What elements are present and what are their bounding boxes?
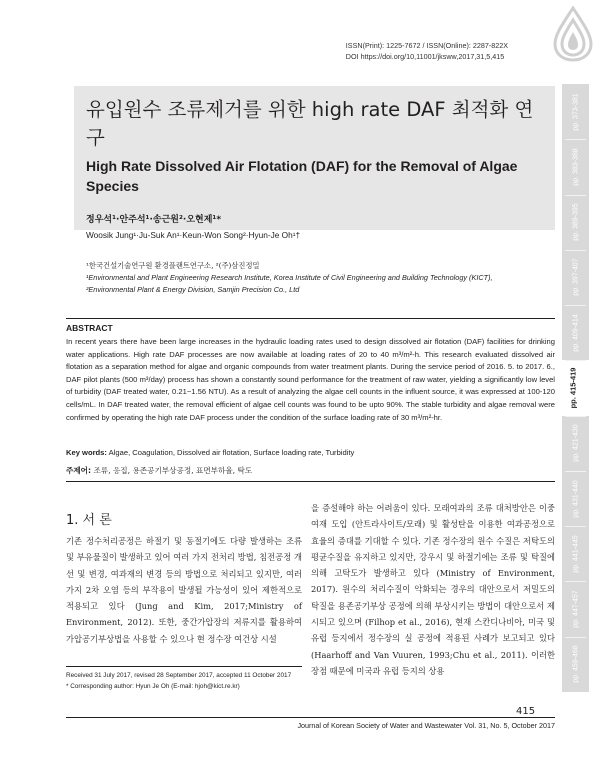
sidebar-tab-421-430[interactable] bbox=[562, 416, 589, 471]
received-dates: Received 31 July 2017, revised 28 September 2017, accepted 11 October 2017 bbox=[66, 672, 292, 679]
sidebar-tab-label: pp. 397-407 bbox=[572, 258, 579, 297]
sidebar-tab-divider bbox=[565, 416, 586, 417]
sidebar-tab-label: pp. 431-440 bbox=[572, 479, 579, 518]
article-page-sidebar bbox=[562, 84, 589, 692]
sidebar-tab-441-445[interactable] bbox=[562, 526, 589, 581]
affiliation-korean: ¹한국건설기술연구원 환경플랜트연구소, ²(주)삼진정밀 bbox=[86, 261, 260, 270]
body-column-right: 을 증설해야 하는 어려움이 있다. 모래여과의 조류 대처방안은 이중여재 도입 (안트라사이트/모래) 및 활성탄을 이용한 여과공정으로 효율의 증대를 기대할 수 있다. 기존 정수장의 원수 수질은 저탁도의 평균수질을 유지하고 있지만, 강우시 및 하절기에는 조류 및 탁질에 의해 고탁도가 발생하고 있다 (Ministry of Environment, 2017). 원수의 처리수질이 악화되는 경우의 대안으로서 저밀도의 탁질을 용존공기부상 공정에 의해 부상시키는 방법이 대안으로서 제시되고 있으며 (Filhop et al., 2016), 현재 스칸디나비아, 미국 및 유럽 등지에서 정수장의 실 공정에 적용된 사례가 보고되고 있다 (Haarhoff and Van Vuuren, 1993;Chu et al., 2011). 이러한 장점 때문에 미국과 유럽 등지의 상용 bbox=[311, 503, 555, 676]
abstract-top-rule bbox=[66, 318, 555, 319]
sidebar-tab-label: pp. 415-419 bbox=[568, 367, 577, 409]
sidebar-tab-divider bbox=[565, 250, 586, 251]
sidebar-tab-divider bbox=[565, 195, 586, 196]
sidebar-tab-415-419[interactable] bbox=[556, 360, 589, 415]
footnote bbox=[66, 670, 302, 692]
sidebar-tab-divider bbox=[565, 471, 586, 472]
footnote-rule bbox=[66, 666, 302, 667]
sidebar-tab-label: pp. 447-457 bbox=[572, 590, 579, 628]
sidebar-tab-divider bbox=[565, 637, 586, 638]
keywords-label: Key words: bbox=[66, 448, 107, 457]
sidebar-tab-459-468[interactable] bbox=[562, 637, 589, 692]
sidebar-tab-label: pp. 383-388 bbox=[572, 148, 579, 186]
sidebar-tab-label: pp. 389-395 bbox=[572, 203, 579, 241]
keywords-list-korean: 조류, 응집, 용존공기부상공정, 표면부하율, 탁도 bbox=[93, 466, 253, 475]
sidebar-tab-divider bbox=[565, 360, 586, 361]
title-english: High Rate Dissolved Air Flotation (DAF) for the Removal of Algae Species bbox=[86, 158, 518, 194]
keywords-list: Algae, Coagulation, Dissolved air flotation, Surface loading rate, Turbidity bbox=[108, 448, 355, 457]
sidebar-tab-label: pp. 409-414 bbox=[572, 314, 579, 352]
journal-footer: Journal of Korean Society of Water and Wastewater Vol. 31, No. 5, October 2017 bbox=[297, 721, 555, 730]
sidebar-tab-label: pp. 373-381 bbox=[572, 92, 579, 131]
authors-english: Woosik Jung¹·Ju-Suk An¹·Keun-Won Song²·Hyun-Je Oh¹† bbox=[86, 230, 301, 240]
sidebar-tab-label: pp. 421-430 bbox=[572, 424, 579, 462]
abstract-bottom-rule bbox=[66, 481, 555, 482]
issn-doi-block bbox=[346, 40, 508, 62]
sidebar-tab-397-407[interactable] bbox=[562, 250, 589, 305]
footer-rule bbox=[66, 717, 555, 718]
title-korean: 유입원수 조류제거를 위한 high rate DAF 최적화 연구 bbox=[86, 98, 534, 149]
sidebar-tab-label: pp. 441-445 bbox=[572, 535, 579, 573]
abstract-text: In recent years there have been large increases in the hydraulic loading rates used to design dissolved air flotation (DAF) facilities for drinking water applications. High rate DAF processes are now available at loading rates of 20 to 40 m³/m²-h. This research evaluated dissolved air flotation as a separation method for algae and organic compounds from water treatment plants. During the service period of 2016. 5. to 2017. 6., DAF pilot plants (500 m³/day) process has shown a constantly sound performance for the treatment of raw water, yielding a significantly low level of turbidity (DAF treated water, 0.21~1.56 NTU). As a result of analyzing the algae cell counts in the influent source, it was expressed at 100-120 cells/mL. In DAF treated water, the removal efficient of algae cell counts was found to be upto 90%. The stable turbidity and algae removal were confirmed by operating the high rate DAF process under the condition of the surface loading rate of 30 m³/m²-hr. bbox=[66, 337, 555, 422]
issn-line: ISSN(Print): 1225-7672 / ISSN(Online): 2287-822X bbox=[345, 41, 508, 50]
page-number: 415 bbox=[516, 706, 536, 717]
affiliation-english-1: ¹Environmental and Plant Engineering Research Institute, Korea Institute of Civil Engineering and Building Technology (KICT), bbox=[86, 273, 493, 282]
sidebar-tab-383-388[interactable] bbox=[562, 139, 589, 194]
sidebar-tab-373-381[interactable] bbox=[562, 84, 589, 139]
sidebar-tab-divider bbox=[565, 139, 586, 140]
keywords-english bbox=[66, 448, 555, 457]
affiliation-english-2: ²Environmental Plant & Energy Division, Samjin Precision Co., Ltd bbox=[86, 285, 300, 294]
affiliations bbox=[86, 260, 556, 296]
sidebar-tab-divider bbox=[565, 581, 586, 582]
sidebar-tab-447-457[interactable] bbox=[562, 581, 589, 636]
authors-korean: 정우석¹·안주석¹·송근원²·오현제¹* bbox=[86, 215, 222, 225]
corresponding-author: * Corresponding author: Hyun Je Oh (E-mail: hjoh@kict.re.kr) bbox=[66, 683, 240, 690]
sidebar-tab-divider bbox=[565, 305, 586, 306]
keywords-korean bbox=[66, 465, 555, 476]
sidebar-tab-431-440[interactable] bbox=[562, 471, 589, 526]
sidebar-tab-409-414[interactable] bbox=[562, 305, 589, 360]
section-heading-introduction: 1. 서 론 bbox=[66, 513, 112, 528]
doi-line: DOI https://doi.org/10,11001/jksww,2017,31,5,415 bbox=[345, 52, 505, 61]
sidebar-tab-label: pp. 459-468 bbox=[572, 645, 579, 684]
sidebar-tab-389-395[interactable] bbox=[562, 195, 589, 250]
water-drop-logo-icon bbox=[552, 6, 594, 62]
body-column-left: 기존 정수처리공정은 하절기 및 동절기에도 다량 발생하는 조류 및 부유물질이 발생하고 있어 여러 가지 전처리 방법, 침전공정 개선 및 변경, 여과재의 변경 등의 방법으로 처리되고 있지만, 여러 가지 2차 오염 등의 부작용이 발생될 가능성이 있어 제한적으로 적용되고 있다 (Jung and Kim, 2017;Ministry of Environment, 2012). 또한, 중간가압장의 저류지를 활용하여 가압공기부상법을 사용할 수 있으나 현 정수장 여건상 시설 bbox=[66, 536, 302, 644]
sidebar-tab-divider bbox=[565, 526, 586, 527]
keywords-label-korean: 주제어: bbox=[66, 466, 92, 475]
abstract-heading: ABSTRACT bbox=[66, 323, 113, 333]
